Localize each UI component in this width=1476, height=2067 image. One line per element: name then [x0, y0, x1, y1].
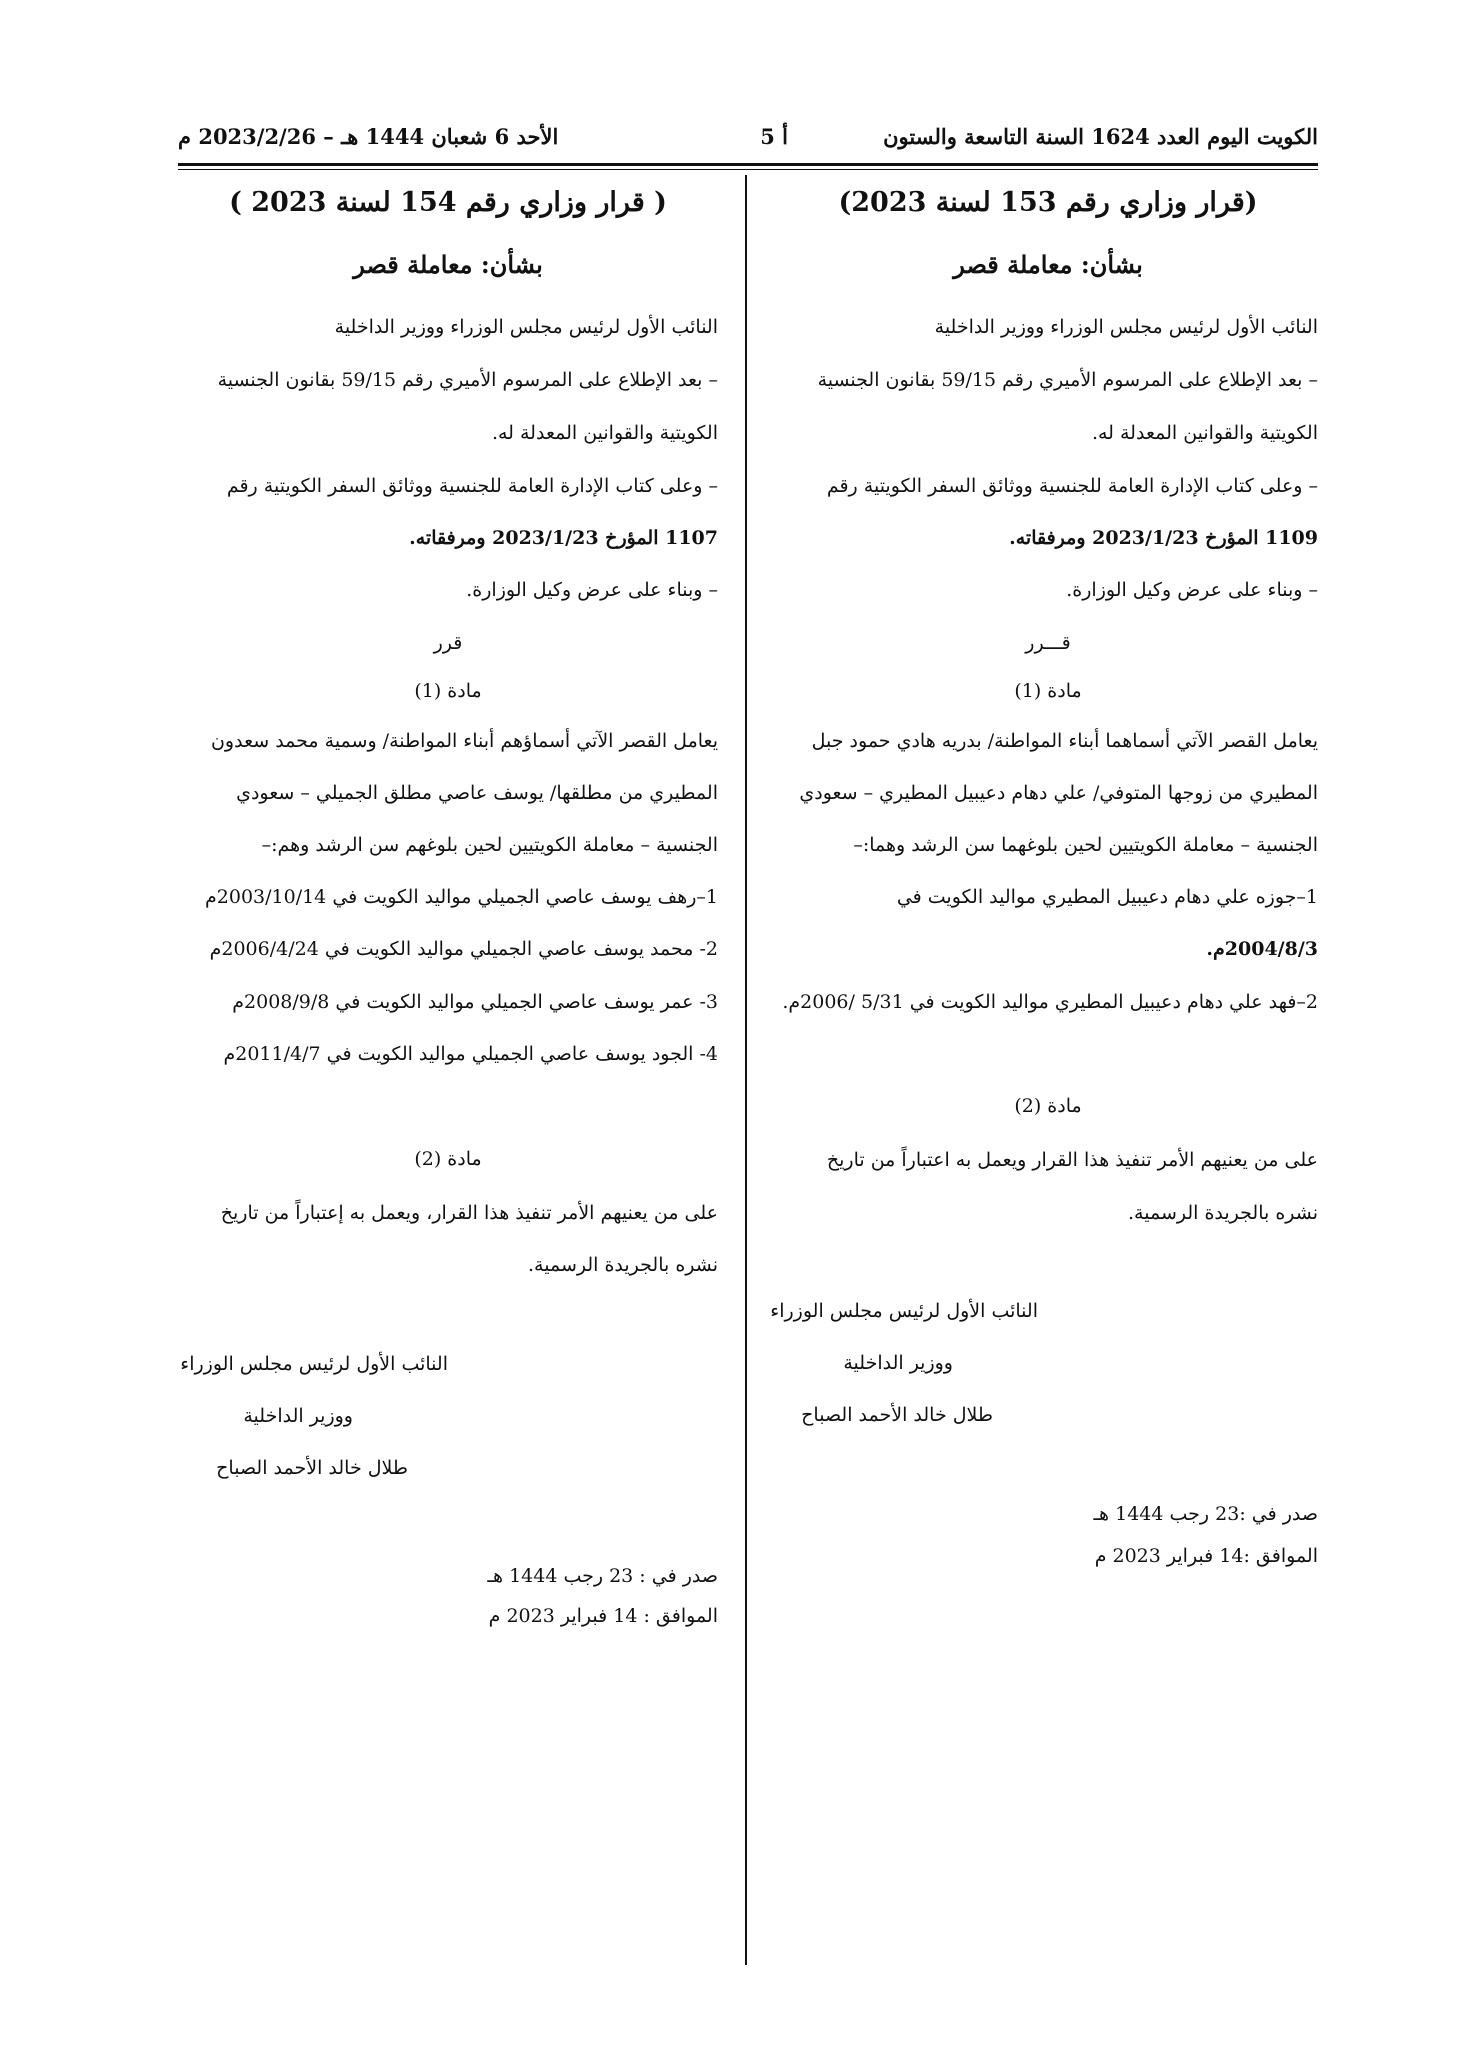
preamble-1: – بعد الإطلاع على المرسوم الأميري رقم 59/15 بقانون الجنسية [817, 369, 1318, 391]
column-divider [745, 175, 747, 1965]
minor-item-1: 1–جوزه علي دهام دعيبيل المطيري مواليد الكويت في [896, 886, 1318, 908]
article-2-line-1: على من يعنيهم الأمر تنفيذ هذا القرار، ويعمل به إعتباراً من تاريخ [220, 1202, 718, 1224]
minor-item-4: 4- الجود يوسف عاصي الجميلي مواليد الكويت في 2011/4/7م [223, 1043, 718, 1065]
page-header [178, 118, 1318, 158]
preamble-1-cont: الكويتية والقوانين المعدلة له. [491, 422, 718, 444]
article-1-line-2: المطيري من زوجها المتوفي/ علي دهام دعيبيل المطيري – سعودي [799, 782, 1318, 804]
article-2-heading: مادة (2) [414, 1148, 482, 1170]
minor-item-1: 1–رهف يوسف عاصي الجميلي مواليد الكويت في 2003/10/14م [205, 886, 718, 908]
minor-item-2: 2- محمد يوسف عاصي الجميلي مواليد الكويت في 2006/4/24م [209, 938, 718, 960]
signature-ministry: ووزير الداخلية [243, 1405, 353, 1427]
signature-name: طلال خالد الأحمد الصباح [801, 1404, 993, 1426]
header-rule-thin [178, 169, 1318, 170]
signature-title: النائب الأول لرئيس مجلس الوزراء [770, 1300, 1038, 1322]
header-page-number: أ 5 [760, 124, 788, 149]
article-2-line-2: نشره بالجريدة الرسمية. [1128, 1202, 1318, 1224]
preamble-3: – وبناء على عرض وكيل الوزارة. [1066, 579, 1318, 601]
issued-date: صدر في : 23 رجب 1444 هـ [487, 1565, 718, 1587]
article-1-line-2: المطيري من مطلقها/ يوسف عاصي مطلق الجميلي – سعودي [236, 782, 718, 804]
signature-title: النائب الأول لرئيس مجلس الوزراء [180, 1353, 448, 1375]
article-2-line-1: على من يعنيهم الأمر تنفيذ هذا القرار ويعمل به اعتباراً من تاريخ [826, 1149, 1318, 1171]
corresponding-date: الموافق : 14 فبراير 2023 م [488, 1605, 718, 1627]
article-1-line-1: يعامل القصر الآتي أسماهما أبناء المواطنة/ بدريه هادي حمود جبل [811, 730, 1318, 752]
preamble-2: – وعلى كتاب الإدارة العامة للجنسية ووثائق السفر الكويتية رقم [226, 475, 718, 497]
header-date: الأحد 6 شعبان 1444 هـ – 2023/2/26 م [178, 124, 559, 149]
decree-issuer: النائب الأول لرئيس مجلس الوزراء ووزير الداخلية [334, 316, 718, 338]
preamble-1: – بعد الإطلاع على المرسوم الأميري رقم 59/15 بقانون الجنسية [217, 369, 718, 391]
preamble-2-cont: 1109 المؤرخ 2023/1/23 ومرفقاته. [1009, 527, 1318, 549]
article-1-line-1: يعامل القصر الآتي أسماؤهم أبناء المواطنة/ وسمية محمد سعدون [210, 730, 718, 752]
decree-subject: بشأن: معاملة قصر [353, 250, 543, 279]
decree-subject: بشأن: معاملة قصر [953, 250, 1143, 279]
header-rule-thick [178, 163, 1318, 166]
decree-title: (قرار وزاري رقم 153 لسنة 2023) [838, 187, 1258, 218]
issued-date: صدر في :23 رجب 1444 هـ [1093, 1503, 1318, 1525]
header-issue: الكويت اليوم العدد 1624 السنة التاسعة والستون [883, 124, 1318, 149]
preamble-2-cont: 1107 المؤرخ 2023/1/23 ومرفقاته. [409, 527, 718, 549]
article-1-heading: مادة (1) [414, 680, 482, 702]
decided-heading: قـــرر [1025, 632, 1071, 654]
signature-name: طلال خالد الأحمد الصباح [216, 1457, 408, 1479]
article-1-line-3: الجنسية – معاملة الكويتيين لحين بلوغهما سن الرشد وهما:– [853, 834, 1318, 856]
preamble-1-cont: الكويتية والقوانين المعدلة له. [1091, 422, 1318, 444]
article-2-line-2: نشره بالجريدة الرسمية. [528, 1254, 718, 1276]
minor-item-3: 3- عمر يوسف عاصي الجميلي مواليد الكويت في 2008/9/8م [232, 991, 718, 1013]
signature-ministry: ووزير الداخلية [843, 1352, 953, 1374]
minor-item-2: 2–فهد علي دهام دعيبيل المطيري مواليد الكويت في 5/31 /2006م. [782, 991, 1318, 1013]
article-1-heading: مادة (1) [1014, 680, 1082, 702]
minor-item-1-date: 2004/8/3م. [1206, 938, 1318, 960]
preamble-3: – وبناء على عرض وكيل الوزارة. [466, 579, 718, 601]
corresponding-date: الموافق :14 فبراير 2023 م [1094, 1545, 1318, 1567]
decree-issuer: النائب الأول لرئيس مجلس الوزراء ووزير الداخلية [934, 316, 1318, 338]
article-2-heading: مادة (2) [1014, 1095, 1082, 1117]
article-1-line-3: الجنسية – معاملة الكويتيين لحين بلوغهم سن الرشد وهم:– [261, 834, 718, 856]
decided-heading: قرر [433, 632, 463, 654]
preamble-2: – وعلى كتاب الإدارة العامة للجنسية ووثائق السفر الكويتية رقم [826, 475, 1318, 497]
decree-title: ( قرار وزاري رقم 154 لسنة 2023 ) [229, 187, 667, 218]
